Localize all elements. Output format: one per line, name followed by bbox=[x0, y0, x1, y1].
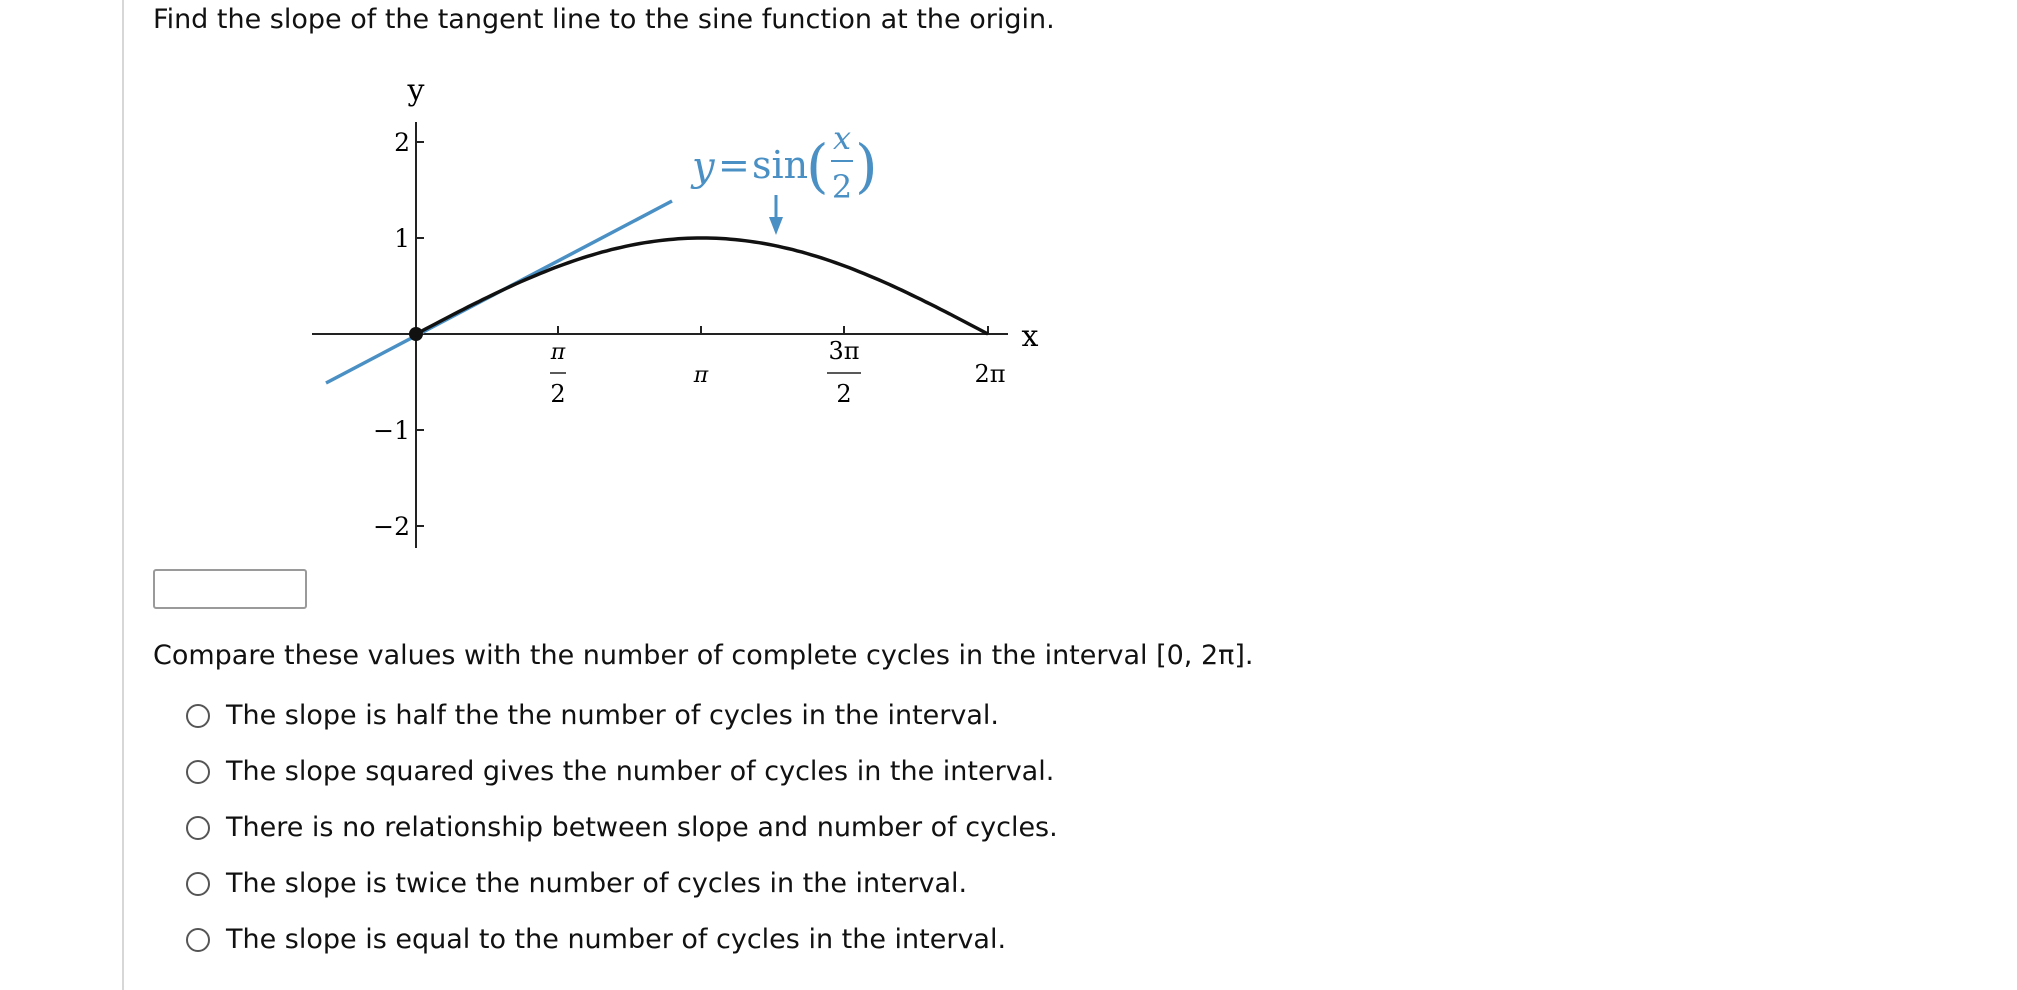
origin-point bbox=[409, 327, 423, 341]
option-label: The slope is equal to the number of cycles in the interval. bbox=[226, 924, 1007, 955]
left-rule bbox=[122, 0, 124, 990]
sine-graph bbox=[300, 60, 1060, 555]
option-no-relationship[interactable] bbox=[186, 800, 1058, 856]
curve-label-lparen: ( bbox=[806, 132, 829, 200]
y-tick-label-1: 1 bbox=[394, 224, 410, 253]
answer-input[interactable] bbox=[153, 569, 307, 609]
answer-options bbox=[186, 688, 1058, 968]
y-tick-label-2: 2 bbox=[394, 128, 410, 157]
curve-label-fn: sin bbox=[752, 143, 809, 187]
radio-button-icon[interactable] bbox=[186, 704, 210, 728]
option-label: The slope is twice the number of cycles in the interval. bbox=[226, 868, 968, 899]
option-label: There is no relationship between slope and number of cycles. bbox=[226, 812, 1058, 843]
option-label: The slope is half the the number of cycles in the interval. bbox=[226, 700, 1000, 731]
curve-label-rparen: ) bbox=[855, 132, 878, 200]
option-equal[interactable] bbox=[186, 912, 1058, 968]
x-axis-label: x bbox=[1021, 319, 1039, 354]
option-half[interactable] bbox=[186, 688, 1058, 744]
x-tick-label-pi-half-num: π bbox=[550, 340, 566, 365]
compare-prompt: Compare these values with the number of complete cycles in the interval [0, 2π]. bbox=[153, 640, 1254, 671]
curve-label-eq: = bbox=[718, 143, 750, 187]
x-tick-label-3pi-half-den: 2 bbox=[836, 380, 852, 408]
curve-label-num: x bbox=[832, 119, 852, 157]
arrow-head-icon bbox=[769, 217, 783, 235]
y-axis-label: y bbox=[407, 73, 425, 108]
option-twice[interactable] bbox=[186, 856, 1058, 912]
radio-button-icon[interactable] bbox=[186, 872, 210, 896]
sine-curve bbox=[416, 238, 988, 334]
x-tick-label-pi: π bbox=[693, 363, 709, 388]
x-tick-label-2pi: 2π bbox=[974, 360, 1006, 388]
y-tick-label-neg2: −2 bbox=[373, 512, 410, 541]
option-squared[interactable] bbox=[186, 744, 1058, 800]
curve-label-lhs: y bbox=[692, 144, 715, 190]
radio-button-icon[interactable] bbox=[186, 928, 210, 952]
curve-label-den: 2 bbox=[831, 168, 853, 206]
y-tick-label-neg1: −1 bbox=[373, 416, 410, 445]
radio-button-icon[interactable] bbox=[186, 816, 210, 840]
x-tick-label-pi-half-den: 2 bbox=[550, 380, 566, 408]
x-tick-label-3pi-half-num: 3π bbox=[828, 337, 860, 365]
option-label: The slope squared gives the number of cycles in the interval. bbox=[226, 756, 1055, 787]
radio-button-icon[interactable] bbox=[186, 760, 210, 784]
question-prompt: Find the slope of the tangent line to the sine function at the origin. bbox=[153, 4, 1055, 35]
